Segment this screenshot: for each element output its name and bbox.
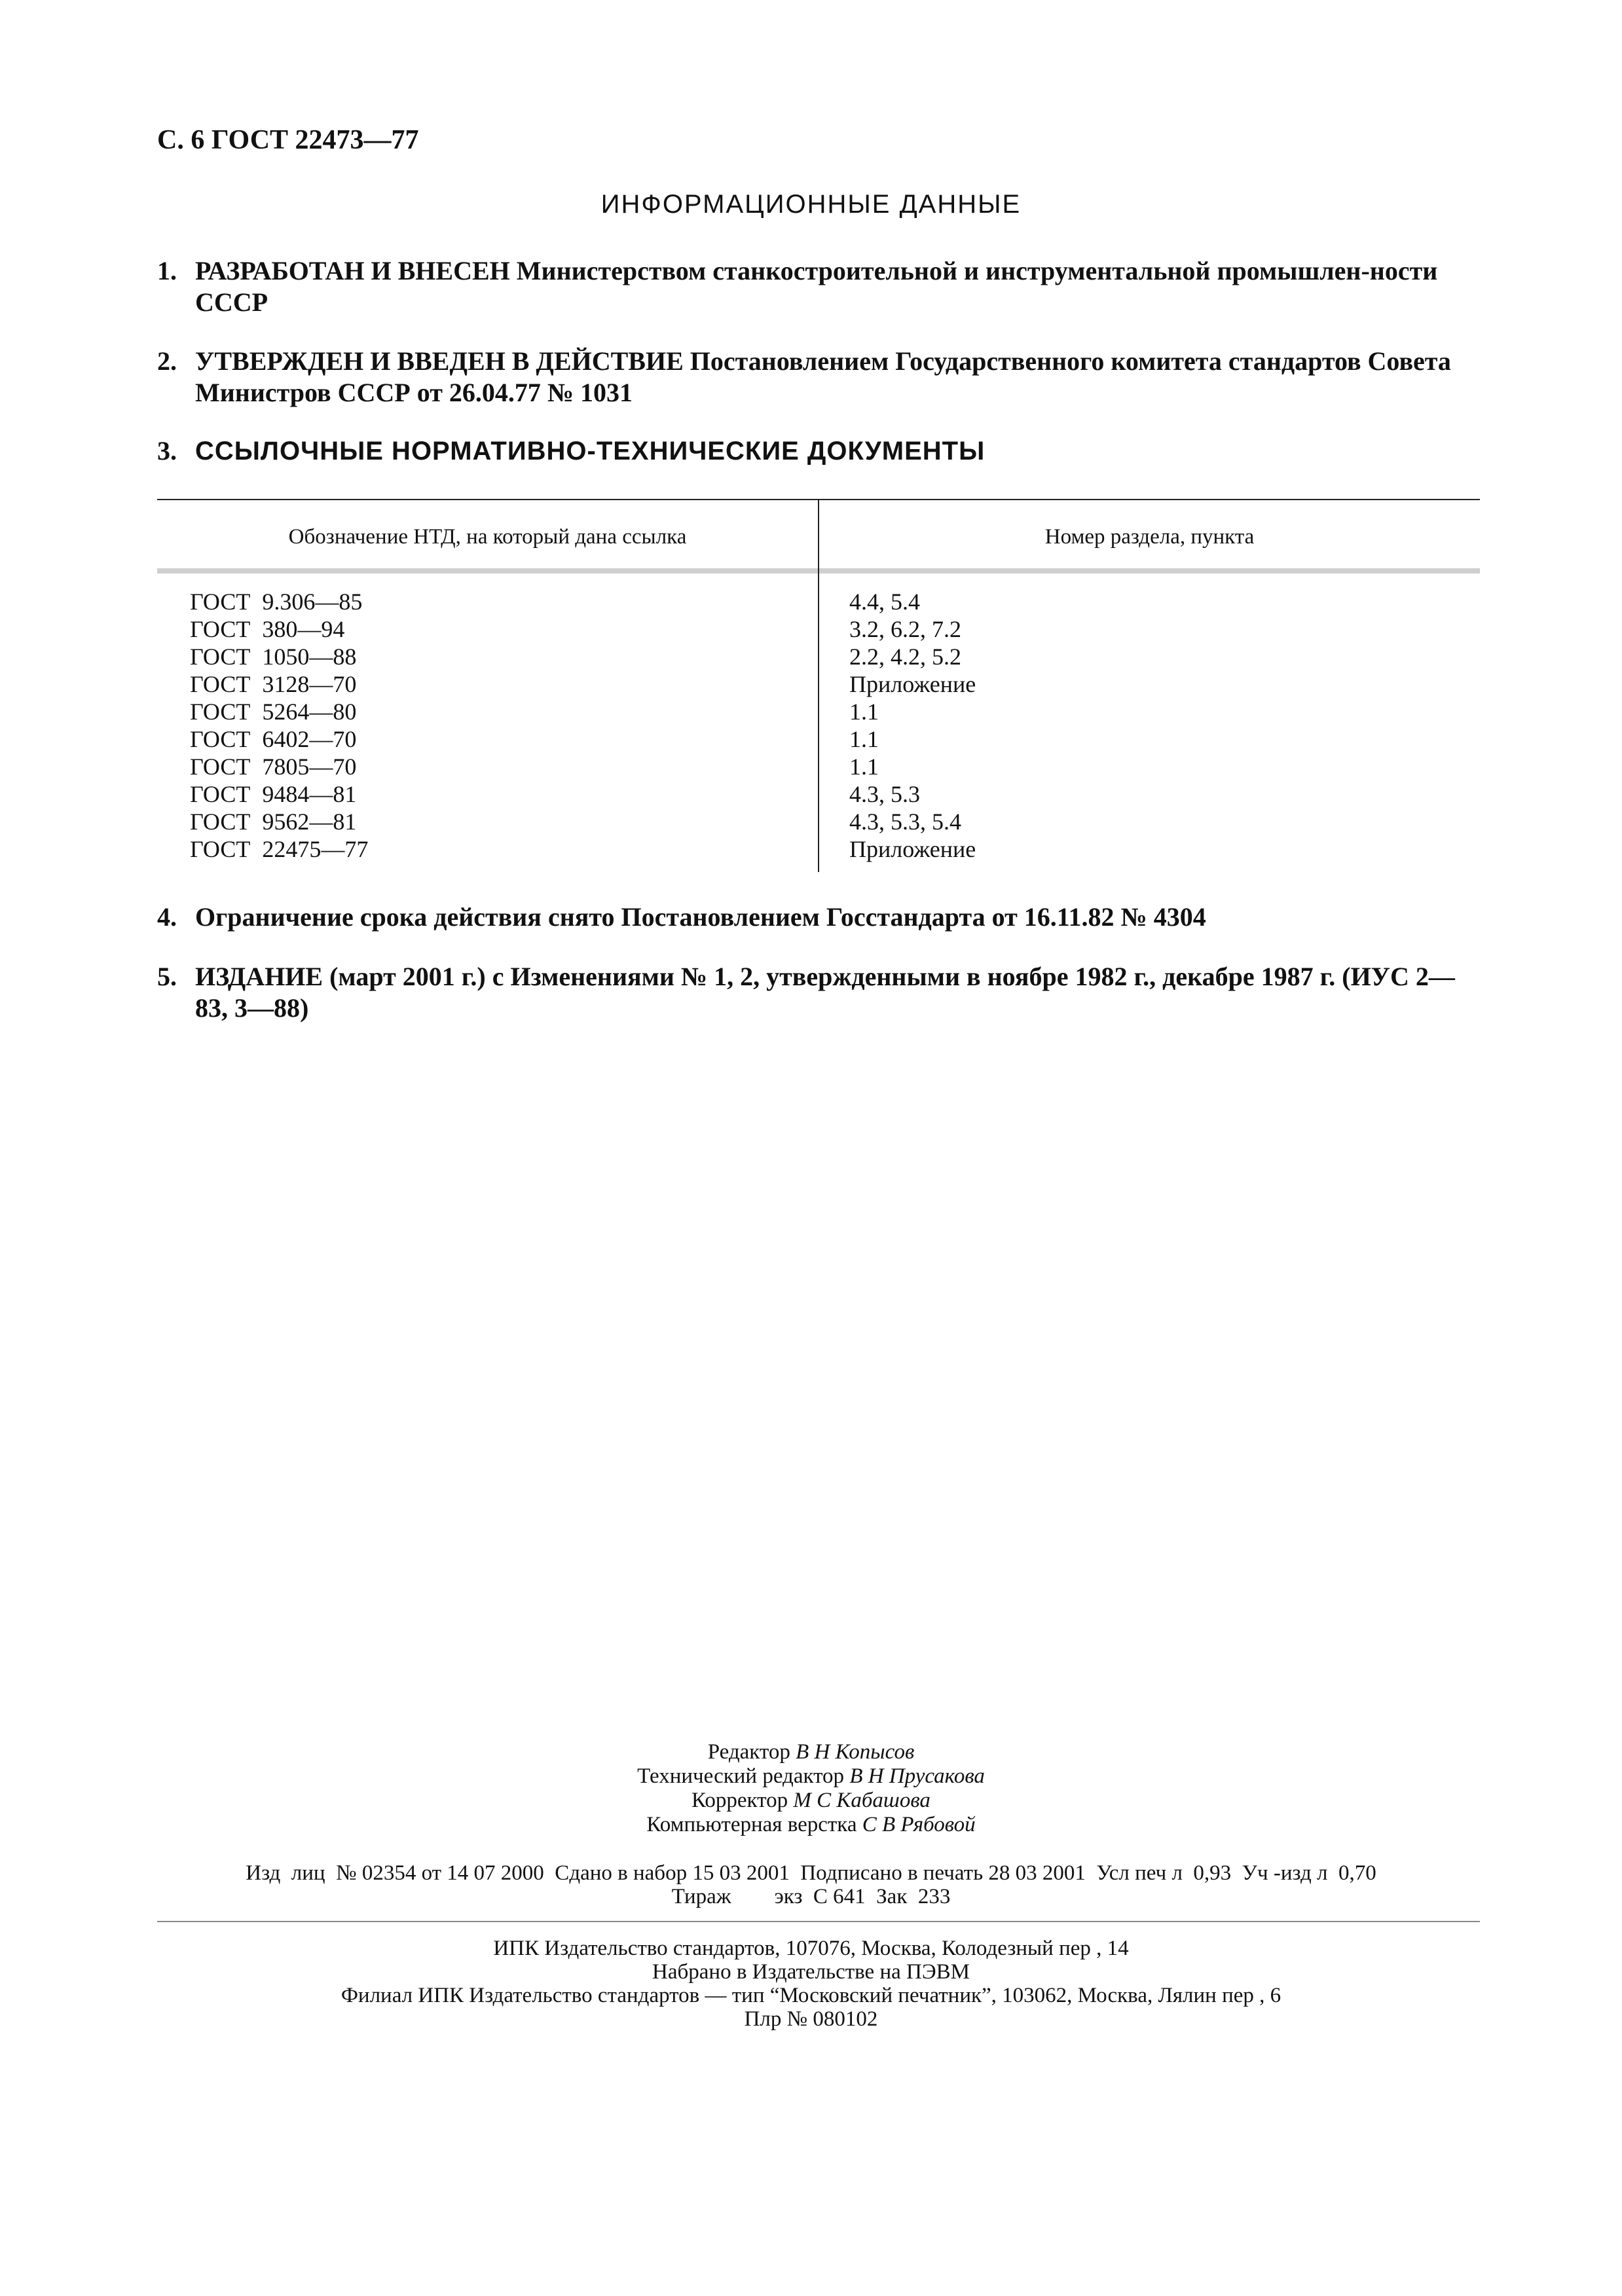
credit-name: В Н Копысов xyxy=(796,1740,915,1764)
table-cell: Приложение xyxy=(849,836,976,862)
credit-role: Редактор xyxy=(707,1740,796,1764)
credit-name: В Н Прусакова xyxy=(849,1764,985,1788)
table-cell: ГОСТ 9562—81 xyxy=(190,809,357,835)
credit-line xyxy=(0,1740,1622,1764)
table-cell: ГОСТ 6402—70 xyxy=(190,726,357,752)
publisher-line: Набрано в Издательстве на ПЭВМ xyxy=(652,1960,970,1984)
table-cell: ГОСТ 3128—70 xyxy=(190,671,357,697)
table-cell: ГОСТ 5264—80 xyxy=(190,699,357,725)
item-number: 1. xyxy=(157,256,177,285)
credit-line xyxy=(0,1789,1622,1813)
item-lead: УТВЕРЖДЕН И ВВЕДЕН В ДЕЙСТВИЕ xyxy=(195,346,684,376)
item-number: 5. xyxy=(157,962,177,991)
table-cell: ГОСТ 1050—88 xyxy=(190,644,357,670)
credit-name: С В Рябовой xyxy=(862,1813,976,1836)
credit-line xyxy=(0,1813,1622,1837)
publisher-line: ИПК Издательство стандартов, 107076, Москва, Колодезный пер , 14 xyxy=(493,1937,1129,1960)
section-column xyxy=(849,588,976,863)
imprint-line: Тираж экз С 641 Зак 233 xyxy=(671,1885,951,1908)
table-cell: ГОСТ 9484—81 xyxy=(190,781,357,807)
info-item-4 xyxy=(157,902,1480,933)
table-cell: 4.3, 5.3 xyxy=(849,781,920,807)
table-cell: 3.2, 6.2, 7.2 xyxy=(849,616,961,642)
item-number: 2. xyxy=(157,346,177,376)
item-text: Постановлением Государственного комитета стандартов Совета Министров СССР от 26.04.77 № 1031 xyxy=(195,346,1451,407)
table-cell: ГОСТ 380—94 xyxy=(190,616,345,642)
publisher-line: Плр № 080102 xyxy=(744,2007,878,2031)
document-title: ИНФОРМАЦИОННЫЕ ДАННЫЕ xyxy=(600,190,1022,219)
publisher-block xyxy=(0,1937,1622,2031)
credit-role: Технический редактор xyxy=(637,1764,850,1788)
item-text: Министерством станкостроительной и инструментальной промышлен-ности СССР xyxy=(195,256,1438,317)
info-item-3 xyxy=(157,435,1480,467)
item-number: 3. xyxy=(157,436,177,465)
info-item-1 xyxy=(157,255,1480,318)
publisher-line: Филиал ИПК Издательство стандартов — тип “Московский печатник”, 103062, Москва, Лялин пер , 6 xyxy=(341,1984,1281,2007)
table-cell: 4.3, 5.3, 5.4 xyxy=(849,809,961,835)
table-cell: 1.1 xyxy=(849,754,879,780)
table-header-designation: Обозначение НТД, на который дана ссылка xyxy=(288,525,687,549)
table-cell: ГОСТ 22475—77 xyxy=(190,836,369,862)
table-column-divider xyxy=(818,499,819,872)
credits-block xyxy=(0,1740,1622,1837)
info-item-5 xyxy=(157,961,1480,1024)
table-header-section: Номер раздела, пункта xyxy=(1044,525,1255,549)
table-cell: ГОСТ 9.306—85 xyxy=(190,589,363,615)
credit-role: Корректор xyxy=(691,1789,794,1812)
info-item-2 xyxy=(157,346,1480,409)
reference-documents-table xyxy=(157,499,1480,872)
page-header: С. 6 ГОСТ 22473—77 xyxy=(157,125,419,155)
footer-rule xyxy=(157,1921,1480,1922)
item-lead: РАЗРАБОТАН И ВНЕСЕН xyxy=(195,256,510,285)
item-text: Ограничение срока действия снято Постановлением Госстандарта от 16.11.82 № 4304 xyxy=(195,902,1206,932)
imprint-line: Изд лиц № 02354 от 14 07 2000 Сдано в набор 15 03 2001 Подписано в печать 28 03 2001 Усл печ л 0,93 Уч -изд л 0,70 xyxy=(246,1861,1376,1885)
item-text: ИЗДАНИЕ (март 2001 г.) с Изменениями № 1, 2, утвержденными в ноябре 1982 г., декабре 1987 г. (ИУС 2—83, 3—88) xyxy=(195,962,1455,1023)
credit-line xyxy=(0,1764,1622,1789)
table-cell: 1.1 xyxy=(849,726,879,752)
designation-column xyxy=(190,588,368,863)
imprint-block xyxy=(0,1861,1622,1908)
item-number: 4. xyxy=(157,902,177,932)
table-cell: Приложение xyxy=(849,671,976,697)
table-cell: 4.4, 5.4 xyxy=(849,589,920,615)
table-cell: 1.1 xyxy=(849,699,879,725)
credit-name: М С Кабашова xyxy=(793,1789,931,1812)
item-lead: ССЫЛОЧНЫЕ НОРМАТИВНО-ТЕХНИЧЕСКИЕ ДОКУМЕНТЫ xyxy=(195,437,986,465)
credit-role: Компьютерная верстка xyxy=(646,1813,862,1836)
table-cell: ГОСТ 7805—70 xyxy=(190,754,357,780)
table-cell: 2.2, 4.2, 5.2 xyxy=(849,644,961,670)
